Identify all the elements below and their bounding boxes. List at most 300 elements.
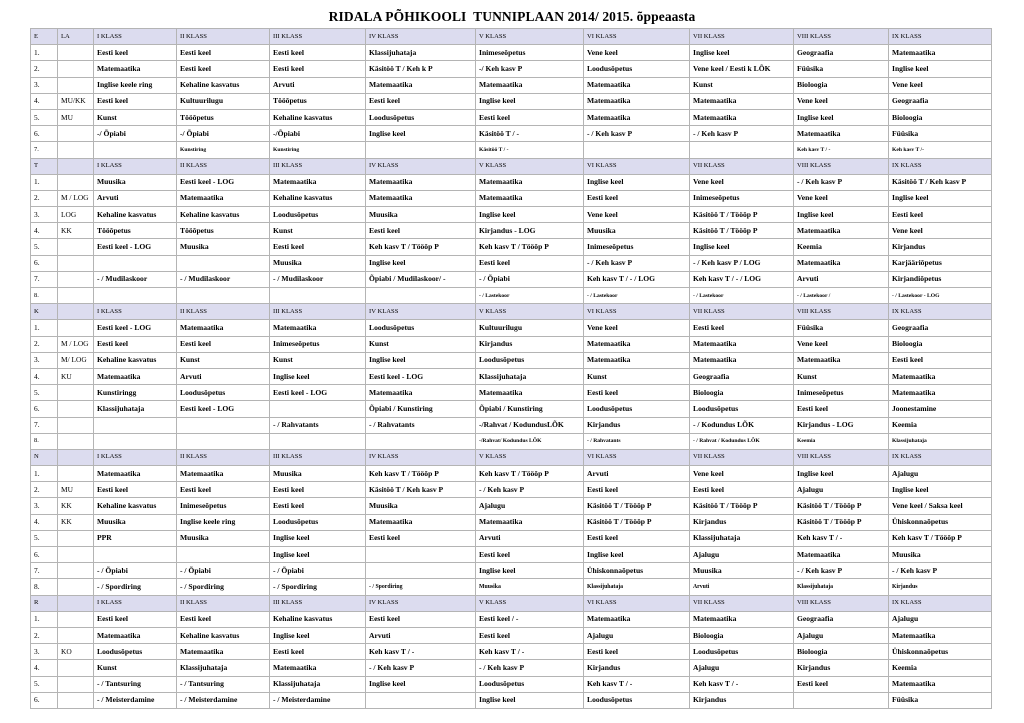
lesson-number: 4. [31,368,58,384]
lesson-cell: Eesti keel [476,109,584,125]
lesson-cell: Klassijuhataja [476,368,584,384]
lesson-cell: Muusika [476,579,584,595]
lesson-cell: Inglise keel [690,239,794,255]
lesson-cell: Keemia [889,417,992,433]
lesson-cell: Kunst [366,336,476,352]
lesson-cell: Keh kasv T / - / LOG [584,271,690,287]
lesson-cell: Eesti keel [476,627,584,643]
lesson-cell: Keemia [794,433,889,449]
lesson-cell: Muusika [889,547,992,563]
lesson-cell: Kunstiring [270,142,366,158]
lesson-cell [177,433,270,449]
lesson-cell: Eesti keel [177,482,270,498]
lesson-cell: Geograafia [690,368,794,384]
lesson-cell: Eesti keel [177,45,270,61]
lesson-cell: - / Rahvatants [366,417,476,433]
lesson-cell: - / Õpiabi [94,563,177,579]
lesson-row [31,126,992,142]
lesson-cell: - / Keh kasv P [584,255,690,271]
lesson-cell: Matemaatika [476,190,584,206]
lesson-cell: Eesti keel [476,255,584,271]
la-cell: MU/KK [58,93,94,109]
lesson-cell: Käsitöö T / Tööõp P [584,498,690,514]
lesson-number: 8. [31,288,58,304]
lesson-cell: Eesti keel [794,401,889,417]
lesson-cell: Ajalugu [889,466,992,482]
lesson-cell: Kehaline kasvatus [94,352,177,368]
lesson-row [31,611,992,627]
lesson-cell: Füüsika [794,320,889,336]
class-header: IV KLASS [366,304,476,320]
lesson-cell: Kirjandus - LOG [476,223,584,239]
lesson-number: 7. [31,142,58,158]
lesson-cell: Matemaatika [94,627,177,643]
lesson-cell: Eesti keel [177,61,270,77]
lesson-cell: - / Lastekoor / [794,288,889,304]
lesson-number: 6. [31,126,58,142]
lesson-cell: Inimeseõpetus [270,336,366,352]
lesson-cell: Matemaatika [270,660,366,676]
lesson-cell: - / Lastekoor [584,288,690,304]
lesson-cell: Inimeseõpetus [584,239,690,255]
lesson-cell: Loodusõpetus [584,61,690,77]
lesson-cell: Inglise keel [476,692,584,708]
lesson-cell [94,417,177,433]
lesson-cell: Keh kasv T / Tööõp P [476,239,584,255]
lesson-row [31,417,992,433]
lesson-cell: -/ Keh kasv P [476,61,584,77]
la-cell [58,271,94,287]
lesson-row [31,61,992,77]
lesson-cell: Inglise keel [889,482,992,498]
lesson-cell: Inglise keel [889,190,992,206]
lesson-cell: Keh kasv T / Tööõp P [889,530,992,546]
lesson-cell: Matemaatika [177,466,270,482]
lesson-number: 5. [31,239,58,255]
class-header: IX KLASS [889,449,992,465]
class-header: I KLASS [94,449,177,465]
la-cell [58,611,94,627]
lesson-cell: Loodusõpetus [476,352,584,368]
class-header: IV KLASS [366,595,476,611]
lesson-cell: Matemaatika [177,190,270,206]
lesson-cell: Keh kasv T / - [476,644,584,660]
lesson-cell: Geograafia [794,611,889,627]
lesson-cell: - / Rahvatants [584,433,690,449]
la-cell: KU [58,368,94,384]
class-header: II KLASS [177,449,270,465]
lesson-cell: Eesti keel [177,336,270,352]
lesson-cell: Klassijuhataja [794,579,889,595]
lesson-cell: - / Tantsuring [94,676,177,692]
la-cell [58,660,94,676]
la-cell: KK [58,223,94,239]
lesson-cell: Ajalugu [889,611,992,627]
lesson-cell: - / Keh kasv P [366,660,476,676]
lesson-cell: Ühiskonnaõpetus [889,644,992,660]
lesson-cell: Bioloogia [889,336,992,352]
lesson-cell [94,547,177,563]
class-header: VIII KLASS [794,304,889,320]
class-header: VI KLASS [584,595,690,611]
la-cell [58,627,94,643]
class-header: I KLASS [94,304,177,320]
lesson-cell: - / Õpiabi [476,271,584,287]
lesson-cell: Matemaatika [690,352,794,368]
lesson-cell: -/ Õpiabi [94,126,177,142]
lesson-cell: - / Tantsuring [177,676,270,692]
lesson-cell: Kehaline kasvatus [270,109,366,125]
timetable [30,28,992,709]
lesson-cell: Matemaatika [889,676,992,692]
lesson-cell: Ajalugu [584,627,690,643]
lesson-cell: Eesti keel [584,190,690,206]
lesson-cell: Matemaatika [584,352,690,368]
lesson-cell: Arvuti [270,77,366,93]
lesson-cell: Matemaatika [476,385,584,401]
la-header [58,304,94,320]
class-header: VI KLASS [584,29,690,45]
day-header-row [31,595,992,611]
lesson-cell: Inimeseõpetus [690,190,794,206]
lesson-cell: - / Rahvat / Kodundus LÕK [690,433,794,449]
lesson-cell [94,255,177,271]
class-header: VIII KLASS [794,449,889,465]
lesson-cell: - / Spordiring [270,579,366,595]
lesson-cell: Arvuti [584,466,690,482]
lesson-cell: Geograafia [794,45,889,61]
lesson-cell: Inglise keel [584,547,690,563]
timetable-body [31,29,992,709]
lesson-cell: Eesti keel [366,611,476,627]
lesson-cell [366,433,476,449]
lesson-cell: Õpiabi / Mudilaskoor/ - [366,271,476,287]
lesson-row [31,660,992,676]
lesson-cell: Muusika [366,498,476,514]
lesson-cell: Matemaatika [177,644,270,660]
lesson-cell: Eesti keel [476,547,584,563]
lesson-cell: Kirjandus - LOG [794,417,889,433]
lesson-cell: Füüsika [889,126,992,142]
lesson-cell: Matemaatika [690,336,794,352]
lesson-cell: Kehaline kasvatus [94,498,177,514]
lesson-cell: Inglise keel [366,255,476,271]
lesson-cell [94,288,177,304]
lesson-cell: Eesti keel [94,336,177,352]
lesson-cell: Kehaline kasvatus [270,611,366,627]
lesson-cell: - / Spordiring [366,579,476,595]
lesson-cell: Muusika [270,466,366,482]
lesson-cell: - / Rahvatants [270,417,366,433]
class-header: VI KLASS [584,158,690,174]
lesson-row [31,530,992,546]
lesson-cell: Keh kasv T / - [366,644,476,660]
lesson-cell: Bioloogia [794,644,889,660]
lesson-cell: Kirjandiõpetus [889,271,992,287]
lesson-cell: Matemaatika [794,352,889,368]
lesson-cell: Klassijuhataja [690,530,794,546]
lesson-row [31,482,992,498]
class-header: VII KLASS [690,304,794,320]
lesson-cell: Matemaatika [476,514,584,530]
lesson-cell: Muusika [366,207,476,223]
la-cell [58,288,94,304]
day-header-row [31,29,992,45]
lesson-number: 3. [31,352,58,368]
lesson-cell: Keh kasv T / - [690,676,794,692]
lesson-cell: Käsitöö T / Tööõp P [690,498,794,514]
lesson-cell: - / Keh kasv P [889,563,992,579]
lesson-number: 1. [31,45,58,61]
class-header: V KLASS [476,304,584,320]
la-cell [58,239,94,255]
lesson-cell: Eesti keel [94,93,177,109]
lesson-row [31,93,992,109]
lesson-cell: Matemaatika [889,368,992,384]
lesson-cell: Inglise keel [366,126,476,142]
lesson-number: 3. [31,77,58,93]
day-label: R [31,595,58,611]
lesson-cell: - / Keh kasv P [794,563,889,579]
lesson-cell: Bioloogia [690,627,794,643]
lesson-cell: Kehaline kasvatus [270,190,366,206]
lesson-cell: Klassijuhataja [270,676,366,692]
lesson-cell: Inglise keele ring [94,77,177,93]
lesson-cell: Loodusõpetus [270,207,366,223]
lesson-cell: Keh kasv T / - [584,676,690,692]
lesson-cell: Kunst [177,352,270,368]
lesson-cell: Keh kasv T / - [794,530,889,546]
lesson-cell: Eesti keel [584,644,690,660]
class-header: VI KLASS [584,304,690,320]
lesson-cell: Vene keel [794,93,889,109]
class-header: VI KLASS [584,449,690,465]
lesson-cell: Kunstiringg [94,385,177,401]
lesson-row [31,255,992,271]
lesson-cell: Klassijuhataja [889,433,992,449]
lesson-row [31,433,992,449]
lesson-cell: Eesti keel - LOG [177,401,270,417]
lesson-cell: Arvuti [794,271,889,287]
lesson-cell [584,142,690,158]
lesson-cell [94,433,177,449]
lesson-cell: Eesti keel [889,207,992,223]
la-header [58,158,94,174]
lesson-number: 4. [31,514,58,530]
lesson-row [31,579,992,595]
lesson-cell: Matemaatika [476,77,584,93]
lesson-cell: - / Kodundus LÕK [690,417,794,433]
lesson-cell: Vene keel [889,223,992,239]
lesson-cell: Käsitöö T / Keh k P [366,61,476,77]
lesson-cell: Vene keel [690,174,794,190]
lesson-cell: - / Lastekoor [690,288,794,304]
lesson-cell: Inglise keel [794,466,889,482]
lesson-row [31,45,992,61]
lesson-cell: Karjääriõpetus [889,255,992,271]
lesson-cell: Matemaatika [366,174,476,190]
lesson-cell: -/Rahvat/ Kodundus LÕK [476,433,584,449]
la-cell [58,255,94,271]
lesson-cell: - / Mudilaskoor [94,271,177,287]
lesson-cell: -/Õpiabi [270,126,366,142]
la-cell [58,401,94,417]
lesson-cell: Matemaatika [794,547,889,563]
lesson-cell: Loodusõpetus [690,644,794,660]
lesson-cell: PPR [94,530,177,546]
lesson-number: 2. [31,336,58,352]
lesson-cell: - / Meisterdamine [177,692,270,708]
class-header: IX KLASS [889,595,992,611]
lesson-cell: Eesti keel [270,61,366,77]
lesson-row [31,207,992,223]
lesson-cell: Eesti keel [270,239,366,255]
lesson-number: 8. [31,433,58,449]
lesson-cell: Bioloogia [690,385,794,401]
lesson-cell: Matemaatika [366,190,476,206]
class-header: III KLASS [270,304,366,320]
page-title: RIDALA PÕHIKOOLI TUNNIPLAAN 2014/ 2015. õppeaasta [328,9,696,24]
lesson-cell: Matemaatika [270,320,366,336]
lesson-cell: Matemaatika [889,627,992,643]
lesson-cell: Keh kasv T /- [889,142,992,158]
lesson-cell: - / Meisterdamine [270,692,366,708]
lesson-cell: Eesti keel [270,498,366,514]
lesson-cell: Loodusõpetus [584,692,690,708]
lesson-cell: Muusika [690,563,794,579]
lesson-row [31,223,992,239]
lesson-cell: Kunst [690,77,794,93]
lesson-cell: Eesti keel [366,223,476,239]
la-cell: KO [58,644,94,660]
lesson-cell: Eesti keel [366,93,476,109]
lesson-cell: Kirjandus [476,336,584,352]
lesson-cell: Käsitöö T / Keh kasv P [366,482,476,498]
lesson-cell: Kunst [94,109,177,125]
lesson-cell: Eesti keel [270,644,366,660]
class-header: II KLASS [177,29,270,45]
lesson-cell: Klassijuhataja [366,45,476,61]
lesson-cell [794,692,889,708]
lesson-number: 3. [31,498,58,514]
lesson-cell: Matemaatika [690,611,794,627]
la-cell [58,385,94,401]
lesson-cell [270,401,366,417]
lesson-cell: - / Keh kasv P [794,174,889,190]
lesson-cell: Vene keel / Saksa keel [889,498,992,514]
day-header-row [31,158,992,174]
lesson-cell: Eesti keel [270,45,366,61]
lesson-cell: Eesti keel [270,482,366,498]
lesson-cell: Eesti keel [584,530,690,546]
day-header-row [31,449,992,465]
lesson-number: 6. [31,547,58,563]
class-header: IV KLASS [366,158,476,174]
class-header: III KLASS [270,158,366,174]
day-label: T [31,158,58,174]
la-cell [58,692,94,708]
la-cell: M / LOG [58,190,94,206]
lesson-cell: - / Lastekoor [476,288,584,304]
lesson-cell: -/ Õpiabi [177,126,270,142]
lesson-cell: - / Spordiring [177,579,270,595]
class-header: IX KLASS [889,29,992,45]
lesson-row [31,385,992,401]
lesson-cell: Füüsika [889,692,992,708]
lesson-cell: Muusika [177,530,270,546]
lesson-cell: Eesti keel [584,482,690,498]
lesson-row [31,239,992,255]
lesson-cell: - / Meisterdamine [94,692,177,708]
lesson-cell: Eesti keel - LOG [270,385,366,401]
lesson-cell: Eesti keel [794,676,889,692]
lesson-cell: Kehaline kasvatus [177,77,270,93]
lesson-cell: Keh kasv T / Tööõp P [476,466,584,482]
lesson-cell: Kirjandus [794,660,889,676]
lesson-row [31,644,992,660]
lesson-cell: Eesti keel - LOG [94,239,177,255]
class-header: VIII KLASS [794,29,889,45]
class-header: III KLASS [270,595,366,611]
lesson-cell: Kunst [94,660,177,676]
lesson-cell: Kirjandus [584,660,690,676]
la-cell [58,417,94,433]
lesson-cell: Inglise keele ring [177,514,270,530]
lesson-cell: -/Rahvat / KodundusLÕK [476,417,584,433]
lesson-cell: Tööõpetus [270,93,366,109]
lesson-row [31,401,992,417]
lesson-cell: Inglise keel [270,627,366,643]
lesson-cell: - / Keh kasv P [476,660,584,676]
lesson-number: 1. [31,174,58,190]
lesson-cell: Muusika [94,174,177,190]
lesson-cell: Loodusõpetus [366,320,476,336]
lesson-cell: - / Keh kasv P [584,126,690,142]
la-cell [58,142,94,158]
class-header: IX KLASS [889,304,992,320]
la-cell [58,676,94,692]
lesson-number: 2. [31,482,58,498]
lesson-row [31,498,992,514]
lesson-cell: - / Lastekoor - LOG [889,288,992,304]
lesson-cell: Muusika [177,239,270,255]
lesson-number: 7. [31,271,58,287]
lesson-cell: Keh kasv T / - / LOG [690,271,794,287]
lesson-cell: Klassijuhataja [584,579,690,595]
lesson-row [31,288,992,304]
la-cell: M/ LOG [58,352,94,368]
lesson-cell [690,142,794,158]
lesson-cell: Vene keel / Eesti k LÕK [690,61,794,77]
lesson-cell: Eesti keel [94,482,177,498]
lesson-cell: Matemaatika [794,126,889,142]
la-cell [58,466,94,482]
lesson-cell: Inglise keel [366,352,476,368]
lesson-cell: Käsitöö T / - [476,142,584,158]
lesson-cell: Inglise keel [794,109,889,125]
lesson-number: 4. [31,660,58,676]
lesson-cell: Inglise keel [690,45,794,61]
lesson-cell: Tööõpetus [177,109,270,125]
lesson-cell: - / Mudilaskoor [177,271,270,287]
class-header: IX KLASS [889,158,992,174]
lesson-cell: Inglise keel [476,563,584,579]
day-label: N [31,449,58,465]
lesson-number: 4. [31,93,58,109]
lesson-cell: Ajalugu [794,627,889,643]
lesson-cell: Käsitöö T / Keh kasv P [889,174,992,190]
lesson-cell: Käsitöö T / - [476,126,584,142]
